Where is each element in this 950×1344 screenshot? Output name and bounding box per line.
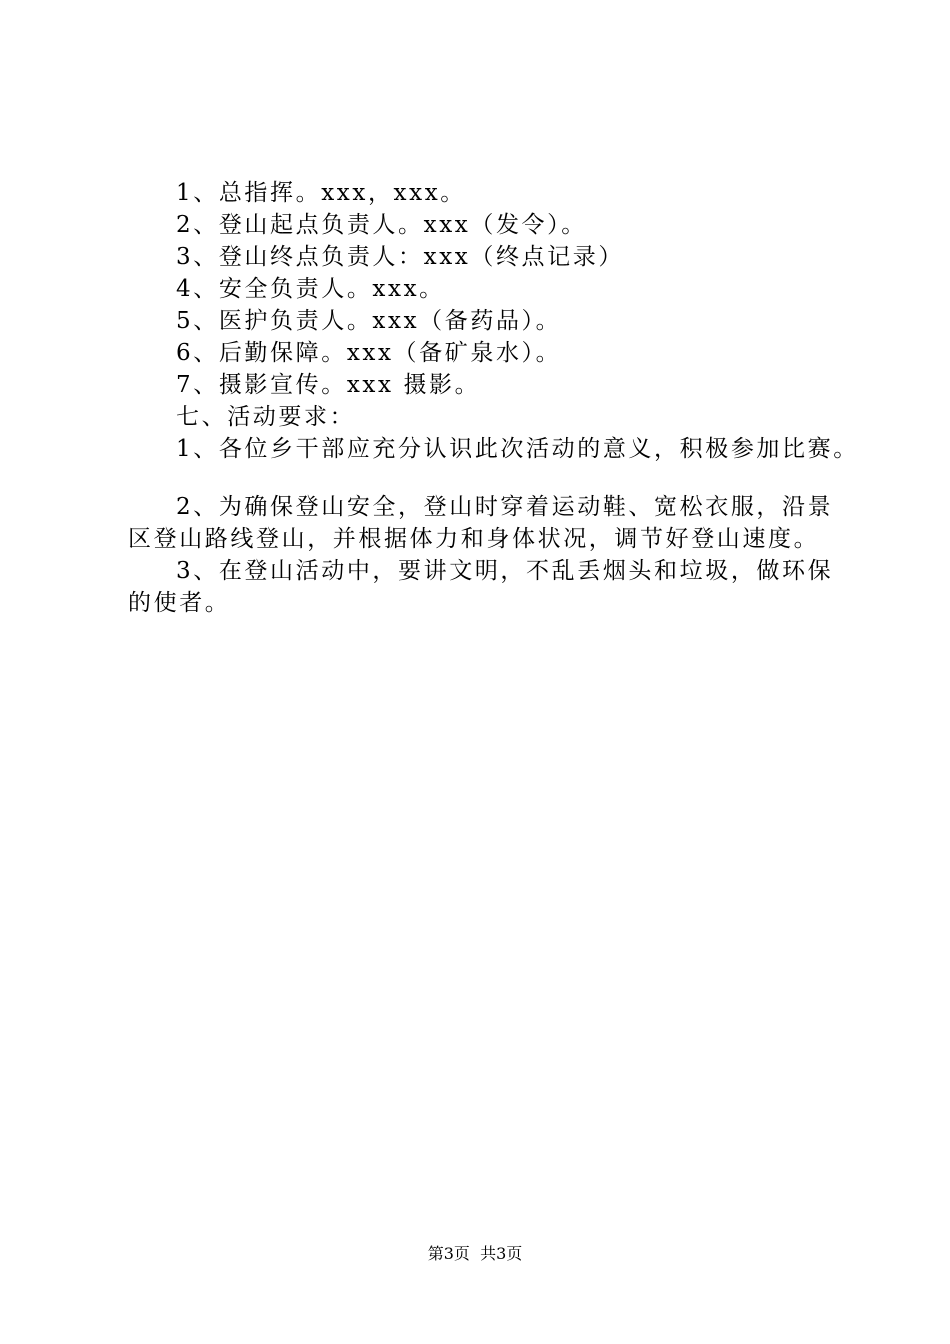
list-item: 2、登山起点负责人。xxx（发令）。 xyxy=(176,212,587,238)
requirement-paragraph-continuation: 的使者。 xyxy=(128,590,231,616)
section-heading: 七、活动要求： xyxy=(176,404,356,430)
page-number-footer: 第3页 共3页 xyxy=(427,1244,523,1263)
list-item: 5、医护负责人。xxx（备药品）。 xyxy=(176,308,562,334)
requirement-paragraph: 1、各位乡干部应充分认识此次活动的意义，积极参加比赛。 xyxy=(176,436,859,462)
list-item: 4、安全负责人。xxx。 xyxy=(176,276,445,302)
requirement-paragraph-continuation: 区登山路线登山，并根据体力和身体状况，调节好登山速度。 xyxy=(128,526,820,552)
document-body xyxy=(128,177,859,619)
paragraph-spacer xyxy=(128,465,848,491)
list-item: 6、后勤保障。xxx（备矿泉水）。 xyxy=(176,340,562,366)
requirement-paragraph: 3、在登山活动中，要讲文明，不乱丢烟头和垃圾，做环保 xyxy=(176,558,834,584)
list-item: 1、总指挥。xxx，xxx。 xyxy=(176,180,466,206)
requirement-paragraph: 2、为确保登山安全，登山时穿着运动鞋、宽松衣服，沿景 xyxy=(176,494,834,520)
list-item: 3、登山终点负责人：xxx（终点记录） xyxy=(176,244,624,270)
list-item: 7、摄影宣传。xxx 摄影。 xyxy=(176,372,481,398)
